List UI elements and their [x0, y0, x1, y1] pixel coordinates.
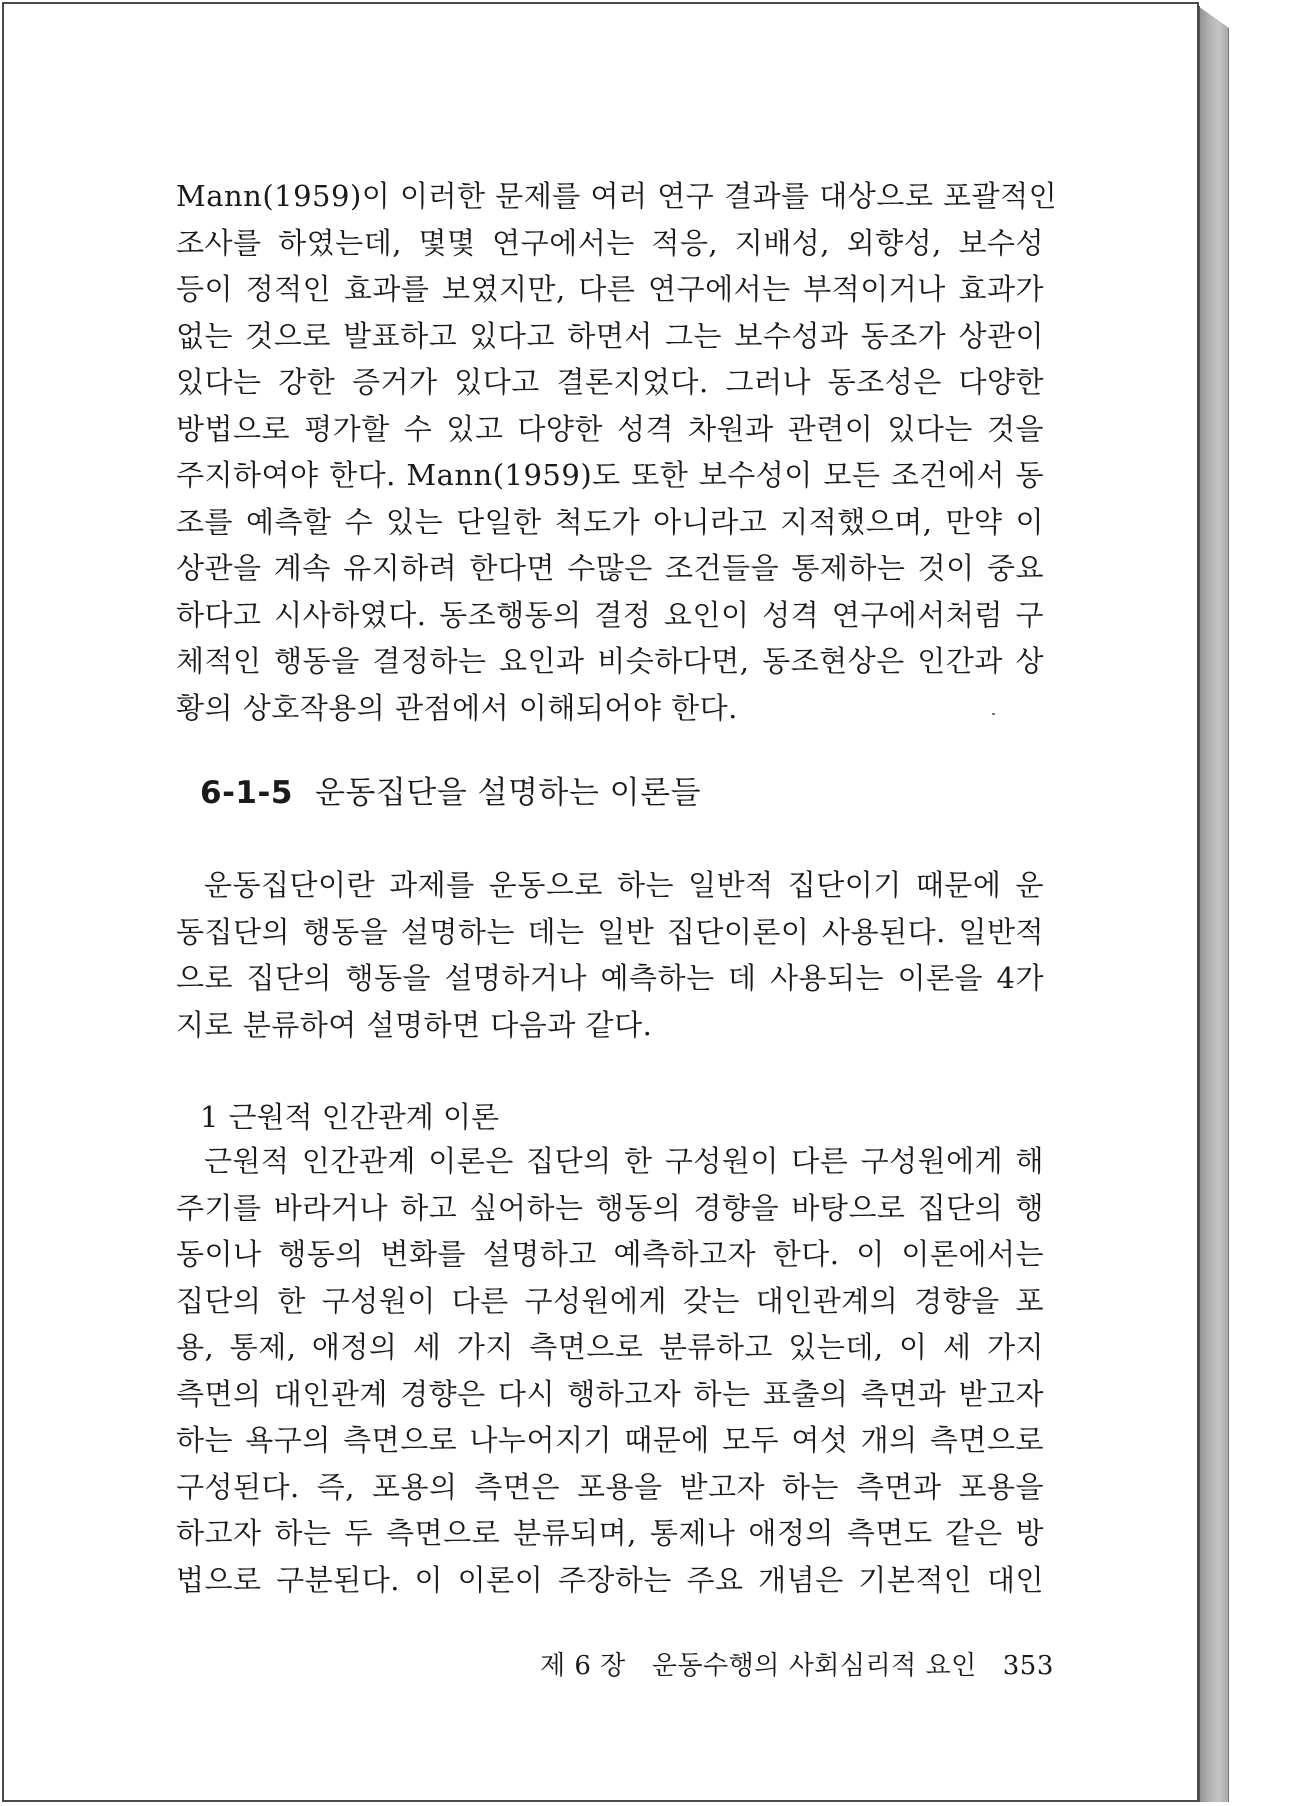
text-line: 조를 예측할 수 있는 단일한 척도가 아니라고 지적했으며, 만약 이 — [176, 504, 1044, 539]
text-line: 동집단의 행동을 설명하는 데는 일반 집단이론이 사용된다. 일반적 — [176, 914, 1044, 949]
subsection-heading — [200, 1094, 499, 1140]
text-line: 운동집단이란 과제를 운동으로 하는 일반적 집단이기 때문에 운 — [204, 868, 1044, 902]
page-footer — [540, 1646, 1054, 1686]
footer-chapter: 제 6 장 — [540, 1651, 626, 1681]
text-line: 용, 통제, 애정의 세 가지 측면으로 분류하고 있는데, 이 세 가지 — [176, 1330, 1044, 1364]
text-line: 측면의 대인관계 경향은 다시 행하고자 하는 표출의 측면과 받고자 — [176, 1376, 1044, 1411]
paragraph-2 — [176, 862, 1044, 1048]
text-line: 법으로 구분된다. 이 이론이 주장하는 주요 개념은 기본적인 대인 — [176, 1562, 1044, 1597]
text-line: 체적인 행동을 결정하는 요인과 비슷하다면, 동조현상은 인간과 상 — [176, 644, 1044, 678]
text-line: 동이나 행동의 변화를 설명하고 예측하고자 한다. 이 이론에서는 — [176, 1237, 1044, 1271]
scan-speck — [992, 713, 995, 715]
paragraph-1 — [176, 173, 1058, 731]
text-line: Mann(1959)이 이러한 문제를 여러 연구 결과를 대상으로 포괄적인 — [176, 179, 1058, 213]
subsection-number: 1 — [200, 1100, 219, 1134]
text-line: 없는 것으로 발표하고 있다고 하면서 그는 보수성과 동조가 상관이 — [176, 318, 1044, 353]
text-line: 황의 상호작용의 관점에서 이해되어야 한다. — [176, 690, 738, 725]
section-title: 운동집단을 설명하는 이론들 — [314, 775, 702, 811]
paragraph-3 — [176, 1138, 1044, 1603]
footer-title: 운동수행의 사회심리적 요인 — [651, 1651, 977, 1681]
text-line: 있다는 강한 증거가 있다고 결론지었다. 그러나 동조성은 다양한 — [176, 365, 1044, 399]
page-number: 353 — [1002, 1651, 1054, 1681]
text-line: 상관을 계속 유지하려 한다면 수많은 조건들을 통제하는 것이 중요 — [176, 551, 1044, 585]
text-line: 근원적 인간관계 이론은 집단의 한 구성원이 다른 구성원에게 해 — [204, 1144, 1044, 1178]
text-line: 방법으로 평가할 수 있고 다양한 성격 차원과 관련이 있다는 것을 — [176, 411, 1044, 446]
text-line: 구성된다. 즉, 포용의 측면은 포용을 받고자 하는 측면과 포용을 — [176, 1469, 1044, 1504]
text-line: 주기를 바라거나 하고 싶어하는 행동의 경향을 바탕으로 집단의 행 — [176, 1190, 1044, 1225]
text-line: 하고자 하는 두 측면으로 분류되며, 통제나 애정의 측면도 같은 방 — [176, 1516, 1044, 1550]
text-line: 하는 욕구의 측면으로 나누어지기 때문에 모두 여섯 개의 측면으로 — [176, 1423, 1044, 1457]
section-number: 6-1-5 — [200, 775, 293, 811]
text-line: 등이 정적인 효과를 보였지만, 다른 연구에서는 부적이거나 효과가 — [176, 272, 1044, 306]
section-heading — [200, 770, 701, 816]
text-line: 주지하여야 한다. Mann(1959)도 또한 보수성이 모든 조건에서 동 — [176, 458, 1044, 492]
text-line: 으로 집단의 행동을 설명하거나 예측하는 데 사용되는 이론을 4가 — [176, 961, 1044, 995]
text-line: 하다고 시사하였다. 동조행동의 결정 요인이 성격 연구에서처럼 구 — [176, 597, 1044, 632]
text-line: 조사를 하였는데, 몇몇 연구에서는 적응, 지배성, 외향성, 보수성 — [176, 225, 1044, 260]
text-line: 집단의 한 구성원이 다른 구성원에게 갖는 대인관계의 경향을 포 — [176, 1283, 1044, 1318]
page-edge — [1198, 6, 1229, 1802]
text-line: 지로 분류하여 설명하면 다음과 같다. — [176, 1007, 653, 1042]
subsection-title: 근원적 인간관계 이론 — [228, 1100, 500, 1134]
